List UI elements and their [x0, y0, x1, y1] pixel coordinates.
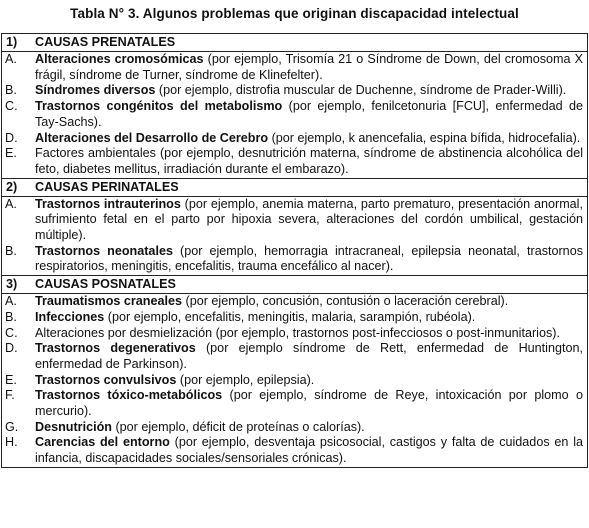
- section-header: [2, 34, 587, 52]
- item-letter: C.: [5, 325, 18, 340]
- item-letter: C.: [5, 99, 18, 114]
- item-desc: (por ejemplo, distrofia muscular de Duchenne, síndrome de Prader-Willi).: [155, 83, 567, 98]
- item-desc: Factores ambientales (por ejemplo, desnutrición materna, síndrome de abstinencia alcohólica del feto, diabetes mellitus, irradiación durante el embarazo).: [35, 146, 583, 176]
- item-term: Alteraciones del Desarrollo de Cerebro: [35, 130, 269, 145]
- list-item: [2, 388, 587, 419]
- item-text: [35, 52, 583, 83]
- section-number: 1): [6, 35, 18, 49]
- list-item: [2, 373, 587, 389]
- item-text: [35, 146, 583, 177]
- item-desc: (por ejemplo, síndrome de Reye, intoxicación por plomo o mercurio).: [35, 388, 583, 419]
- item-letter: E.: [5, 372, 17, 387]
- item-text: [35, 244, 583, 275]
- item-letter: G.: [5, 419, 19, 434]
- list-item: [2, 435, 587, 466]
- item-text: [35, 420, 583, 436]
- item-term: Trastornos neonatales: [35, 243, 173, 258]
- item-term: Trastornos intrauterinos: [35, 196, 181, 211]
- item-desc: (por ejemplo, concusión, contusión o laceración cerebral).: [182, 294, 509, 309]
- item-letter: H.: [5, 435, 18, 450]
- item-term: Carencias del entorno: [35, 435, 170, 450]
- list-item: [2, 310, 587, 326]
- item-desc: Alteraciones por desmielización (por ejemplo, trastornos post-infecciosos o post-inmunitarios).: [35, 325, 560, 340]
- item-term: Infecciones: [35, 309, 105, 324]
- list-item: [2, 420, 587, 436]
- list-item: [2, 99, 587, 130]
- item-desc: (por ejemplo, desventaja psicosocial, castigos y falta de cuidados en la infancia, discapacidades sociales/sensoriales crónicas).: [35, 435, 583, 466]
- section-prenatal: [2, 34, 587, 179]
- item-term: Desnutrición: [35, 419, 112, 434]
- item-term: Síndromes diversos: [35, 83, 156, 98]
- item-letter: D.: [5, 130, 18, 145]
- item-term: Trastornos degenerativos: [35, 341, 196, 356]
- item-desc: (por ejemplo, fenilcetonuria [FCU], enfermedad de Tay-Sachs).: [35, 99, 583, 129]
- item-term: Trastornos convulsivos: [35, 372, 177, 387]
- item-text: [35, 83, 583, 99]
- list-item: [2, 83, 587, 99]
- section-header: [2, 276, 587, 294]
- list-item: [2, 131, 587, 147]
- item-desc: (por ejemplo, epilepsia).: [176, 372, 315, 387]
- item-text: [35, 435, 583, 466]
- item-letter: E.: [5, 146, 17, 161]
- list-item: [2, 341, 587, 372]
- item-text: [35, 373, 583, 389]
- list-item: [2, 294, 587, 310]
- list-item: [2, 244, 587, 275]
- item-text: [35, 197, 583, 244]
- item-letter: A.: [5, 52, 17, 66]
- list-item: [2, 52, 587, 83]
- section-label: CAUSAS PERINATALES: [35, 179, 179, 194]
- item-desc: (por ejemplo, anemia materna, parto prematuro, presentación anormal, sufrimiento fetal en el parto por hipoxia severa, alteraciones del cordón umbilical, gestación múltiple).: [35, 196, 583, 243]
- section-header: [2, 179, 587, 197]
- causes-table: [1, 33, 588, 468]
- item-letter: B.: [5, 83, 17, 98]
- item-desc: (por ejemplo, Trisomía 21 o Síndrome de Down, del cromosoma X frágil, síndrome de Turner, síndrome de Klinefelter).: [35, 52, 584, 82]
- item-text: [35, 294, 583, 310]
- item-desc: (por ejemplo síndrome de Rett, enfermedad de Huntington, enfermedad de Parkinson).: [35, 341, 583, 371]
- section-perinatal: [2, 179, 587, 277]
- item-text: [35, 388, 583, 419]
- list-item: [2, 146, 587, 177]
- section-label: CAUSAS PRENATALES: [35, 35, 176, 49]
- item-letter: D.: [5, 341, 18, 356]
- item-desc: (por ejemplo, hemorragia intracraneal, epilepsia neonatal, trastornos respiratorios, meningitis, encefalitis, trauma encefálico al nacer).: [35, 243, 583, 274]
- table-title: Tabla N° 3. Algunos problemas que originan discapacidad intelectual: [70, 6, 519, 21]
- item-desc: (por ejemplo, k anencefalia, espina bífida, hidrocefalia).: [268, 130, 581, 145]
- item-letter: F.: [5, 388, 15, 403]
- item-term: Trastornos congénitos del metabolismo: [35, 99, 283, 114]
- item-text: [35, 99, 583, 130]
- item-letter: A.: [5, 294, 17, 309]
- item-letter: B.: [5, 309, 17, 324]
- section-number: 2): [6, 179, 18, 194]
- section-label: CAUSAS POSNATALES: [35, 277, 176, 292]
- section-posnatal: [2, 276, 587, 467]
- item-letter: A.: [5, 196, 17, 211]
- item-text: [35, 310, 583, 326]
- section-number: 3): [6, 277, 18, 292]
- item-desc: (por ejemplo, déficit de proteínas o calorías).: [111, 419, 365, 434]
- item-text: [35, 341, 583, 372]
- item-text: [35, 131, 583, 147]
- list-item: [2, 326, 587, 342]
- item-term: Trastornos tóxico-metabólicos: [35, 388, 223, 403]
- item-desc: (por ejemplo, encefalitis, meningitis, malaria, sarampión, rubéola).: [104, 309, 476, 324]
- item-term: Alteraciones cromosómicas: [35, 52, 204, 66]
- list-item: [2, 197, 587, 244]
- item-text: [35, 326, 583, 342]
- item-term: Traumatismos craneales: [35, 294, 183, 309]
- item-letter: B.: [5, 243, 17, 258]
